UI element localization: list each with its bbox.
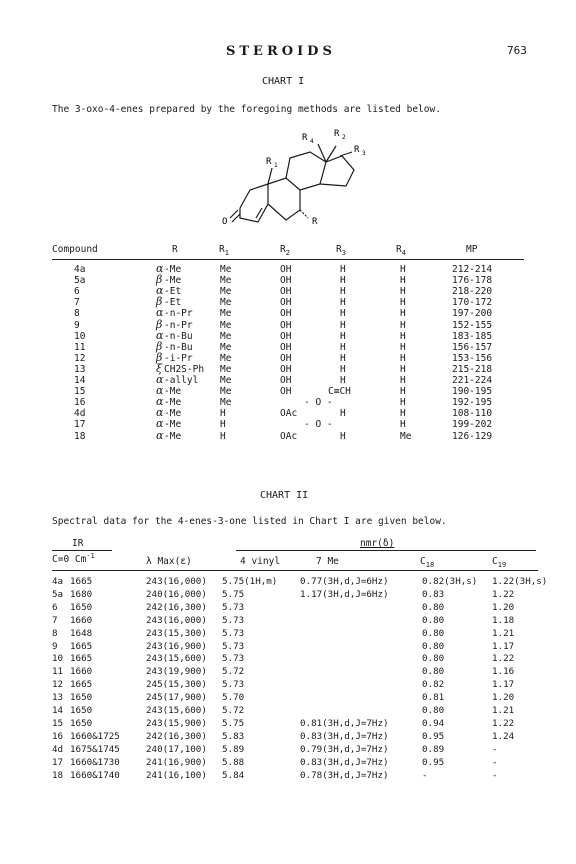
chart1-header-rule <box>52 259 524 260</box>
cell-uv: 243(15,300) <box>146 627 207 639</box>
svg-text:2: 2 <box>342 134 346 141</box>
cell-c19: 1.21 <box>492 705 515 716</box>
cell-r1: Me <box>220 275 232 287</box>
table-row <box>52 576 548 587</box>
cell-mp: 108-110 <box>452 408 493 420</box>
chart2-intro: Spectral data for the 4-enes-3-one listed in Chart I are given below. <box>52 516 447 527</box>
col-mp: MP <box>466 244 478 255</box>
steroid-structure-diagram <box>0 122 576 242</box>
svg-text:4: 4 <box>310 138 314 145</box>
cell-uv: 245(15,300) <box>146 679 207 691</box>
table-row <box>52 679 542 690</box>
cell-r-stereo: α <box>156 284 164 298</box>
cell-r3: H <box>340 352 346 364</box>
cell-r1: Me <box>220 397 232 409</box>
cell-r2-r3: - O - <box>304 397 333 409</box>
cell-compound: 5a <box>74 275 86 287</box>
cell-vinyl: 5.73 <box>222 601 245 613</box>
cell-r3: H <box>340 375 346 386</box>
table-row <box>52 628 542 639</box>
cell-r3: C≡CH <box>328 386 351 398</box>
cell-vinyl: 5.84 <box>222 769 245 781</box>
cell-uv: 243(15,600) <box>146 705 207 716</box>
table-row <box>52 297 532 308</box>
me7-header: 7 Me <box>316 556 339 567</box>
cell-r3: H <box>340 286 346 298</box>
cell-ir: 1650 <box>70 601 93 613</box>
cell-r4: H <box>400 297 406 309</box>
cell-uv: 243(15,900) <box>146 717 207 729</box>
cell-r2: OH <box>280 297 292 309</box>
cell-vinyl: 5.72 <box>222 666 245 678</box>
col-r1: $R_1$ <box>219 244 229 257</box>
cell-mp: 126-129 <box>452 430 493 442</box>
table-row <box>52 602 542 613</box>
cell-r: -Me <box>164 264 182 275</box>
cell-r: -Me <box>164 408 182 420</box>
cell-ir: 1650 <box>70 692 93 704</box>
cell-r3: H <box>340 341 346 353</box>
cell-mp: 199-202 <box>452 419 493 431</box>
cell-r: -Et <box>164 297 182 309</box>
cell-ir: 1648 <box>70 627 93 639</box>
cell-r2: OH <box>280 375 292 386</box>
cell-r3: H <box>340 297 346 309</box>
cell-compound: 8 <box>74 308 80 320</box>
cell-r1: Me <box>220 286 232 298</box>
cell-ir: 1665 <box>70 679 93 691</box>
table-row <box>52 317 532 331</box>
chart2-title: CHART II <box>260 490 309 501</box>
cell-compound: 15 <box>74 386 86 398</box>
cell-r-stereo: α <box>156 428 164 442</box>
chart1-title: CHART I <box>262 76 305 87</box>
cell-r1: Me <box>220 264 232 275</box>
cell-compound: 16 <box>52 730 64 742</box>
cell-c18: 0.80 <box>422 601 445 613</box>
cell-r4: H <box>400 375 406 386</box>
cell-r: -Me <box>164 397 182 409</box>
cell-r4: H <box>400 341 406 353</box>
cell-r-stereo: β <box>156 273 163 287</box>
cell-ir: 1660&1740 <box>70 769 120 781</box>
cell-r4: H <box>400 363 406 375</box>
cell-r4: H <box>400 408 406 420</box>
cell-r: -n-Pr <box>164 319 193 331</box>
table-row <box>52 339 532 353</box>
table-row <box>52 264 532 275</box>
cell-uv: 240(17,100) <box>146 743 207 755</box>
cell-c18: - <box>422 769 428 781</box>
cell-r2: OH <box>280 341 292 353</box>
cell-mp: 197-200 <box>452 308 493 320</box>
cell-compound: 12 <box>52 679 64 691</box>
cell-r: -i-Pr <box>164 352 193 364</box>
cell-mp: 170-172 <box>452 297 493 309</box>
cell-r3: H <box>340 308 346 320</box>
cell-r1: Me <box>220 363 232 375</box>
table-row <box>52 361 532 375</box>
table-row <box>52 757 542 768</box>
table-row <box>52 641 542 652</box>
col-r4: $R_4$ <box>396 244 406 257</box>
page-number: 763 <box>507 44 527 57</box>
nmr-header: nmr(δ) <box>360 538 395 549</box>
cell-c18: 0.82 <box>422 679 445 691</box>
cell-r1: Me <box>220 341 232 353</box>
ir-header: IR <box>72 538 84 549</box>
cell-uv: 243(15,600) <box>146 653 207 665</box>
cell-compound: 14 <box>52 705 64 716</box>
cell-7me: 0.78(3H,d,J=7Hz) <box>300 769 389 781</box>
cell-compound: 10 <box>74 330 86 342</box>
cell-c18: 0.89 <box>422 743 445 755</box>
cell-r3: H <box>340 330 346 342</box>
table-row <box>52 731 542 742</box>
vinyl-header: 4 vinyl <box>240 556 281 567</box>
cell-c18: 0.81 <box>422 692 445 704</box>
cell-compound: 16 <box>74 397 86 409</box>
cell-c18: 0.83 <box>422 588 445 600</box>
chart2-header-rule <box>52 570 538 571</box>
svg-text:3: 3 <box>362 150 366 157</box>
cell-uv: 241(16,900) <box>146 756 207 768</box>
cell-r: -Me <box>164 275 182 287</box>
cell-c19: 1.22(3H,s) <box>492 576 548 587</box>
cell-vinyl: 5.89 <box>222 743 245 755</box>
cell-r-stereo: α <box>156 373 164 386</box>
cell-ir: 1680 <box>70 588 93 600</box>
cell-r4: H <box>400 419 406 431</box>
cell-c19: 1.21 <box>492 627 515 639</box>
cell-compound: 14 <box>74 375 86 386</box>
cell-r3: H <box>340 319 346 331</box>
cell-compound: 5a <box>52 588 64 600</box>
ir-unit-header: C=0 $Cm^{-1}$ <box>52 552 95 566</box>
cell-r1: H <box>220 430 226 442</box>
c18-header: $C_{18}$ <box>420 556 435 569</box>
cell-r1: Me <box>220 386 232 398</box>
cell-vinyl: 5.73 <box>222 679 245 691</box>
cell-r2: OH <box>280 286 292 298</box>
cell-r2-r3: - O - <box>304 419 333 431</box>
cell-r2: OH <box>280 386 292 398</box>
cell-vinyl: 5.73 <box>222 627 245 639</box>
cell-ir: 1660&1730 <box>70 756 120 768</box>
cell-r: -Me <box>164 430 182 442</box>
table-row <box>52 350 532 364</box>
cell-uv: 242(16,300) <box>146 601 207 613</box>
cell-uv: 245(17,900) <box>146 692 207 704</box>
cell-vinyl: 5.73 <box>222 614 245 626</box>
cell-r: -Me <box>164 386 182 398</box>
cell-vinyl: 5.75 <box>222 588 245 600</box>
table-row <box>52 308 532 319</box>
cell-r-stereo: α <box>156 384 164 398</box>
cell-c18: 0.80 <box>422 653 445 665</box>
cell-r2: OH <box>280 264 292 275</box>
cell-vinyl: 5.75 <box>222 717 245 729</box>
cell-r2: OH <box>280 363 292 375</box>
cell-uv: 243(16,900) <box>146 640 207 652</box>
cell-r1: Me <box>220 297 232 309</box>
nmr-header-rule <box>236 550 536 551</box>
cell-r4: H <box>400 319 406 331</box>
cell-7me: 0.81(3H,d,J=7Hz) <box>300 717 389 729</box>
cell-compound: 11 <box>52 666 64 678</box>
table-row <box>52 428 532 442</box>
cell-c19: 1.20 <box>492 601 515 613</box>
cell-compound: 6 <box>74 286 80 298</box>
chart1-intro: The 3-oxo-4-enes prepared by the foregoing methods are listed below. <box>52 104 441 115</box>
cell-r1: Me <box>220 319 232 331</box>
cell-r3: H <box>340 363 346 375</box>
table-row <box>52 615 542 626</box>
cell-c18: 0.95 <box>422 730 445 742</box>
cell-c19: 1.22 <box>492 653 515 665</box>
cell-compound: 17 <box>52 756 64 768</box>
cell-r4: Me <box>400 430 412 442</box>
journal-title: STEROIDS <box>226 44 336 59</box>
cell-c19: 1.24 <box>492 730 515 742</box>
cell-c19: - <box>492 756 498 768</box>
table-row <box>52 375 532 386</box>
cell-mp: 190-195 <box>452 386 493 398</box>
cell-uv: 241(16,100) <box>146 769 207 781</box>
table-row <box>52 408 532 419</box>
table-row <box>52 589 542 600</box>
cell-r4: H <box>400 330 406 342</box>
cell-compound: 17 <box>74 419 86 431</box>
cell-compound: 7 <box>52 614 58 626</box>
cell-7me: 0.79(3H,d,J=7Hz) <box>300 743 389 755</box>
table-row <box>52 653 542 664</box>
col-r: R <box>172 244 178 255</box>
cell-ir: 1650 <box>70 717 93 729</box>
cell-r-stereo: ξ <box>156 361 163 375</box>
cell-r2: OH <box>280 352 292 364</box>
cell-r4: H <box>400 352 406 364</box>
cell-vinyl: 5.70 <box>222 692 245 704</box>
cell-r: -Me <box>164 419 182 431</box>
cell-r-stereo: α <box>156 306 164 320</box>
cell-r1: Me <box>220 352 232 364</box>
cell-c19: 1.18 <box>492 614 515 626</box>
cell-compound: 8 <box>52 627 58 639</box>
cell-r2: OH <box>280 319 292 331</box>
cell-mp: 156-157 <box>452 341 493 353</box>
cell-mp: 153-156 <box>452 352 493 364</box>
table-row <box>52 397 532 408</box>
cell-c19: 1.16 <box>492 666 515 678</box>
cell-ir: 1660&1725 <box>70 730 120 742</box>
cell-uv: 240(16,000) <box>146 588 207 600</box>
cell-c18: 0.95 <box>422 756 445 768</box>
cell-compound: 12 <box>74 352 86 364</box>
cell-c18: 0.82(3H,s) <box>422 576 478 587</box>
cell-r4: H <box>400 386 406 398</box>
cell-r4: H <box>400 286 406 298</box>
cell-mp: 221-224 <box>452 375 493 386</box>
cell-ir: 1660 <box>70 614 93 626</box>
cell-r-stereo: α <box>156 417 164 431</box>
cell-mp: 212-214 <box>452 264 493 275</box>
label-r2: R <box>334 129 340 139</box>
cell-ir: 1665 <box>70 576 93 587</box>
cell-c19: 1.22 <box>492 588 515 600</box>
uv-header: λ Max(ε) <box>146 556 192 567</box>
cell-r1: Me <box>220 308 232 320</box>
cell-compound: 9 <box>74 319 80 331</box>
cell-mp: 183-185 <box>452 330 493 342</box>
cell-c18: 0.80 <box>422 666 445 678</box>
label-r: R <box>312 217 318 227</box>
cell-mp: 218-220 <box>452 286 493 298</box>
table-row <box>52 705 542 716</box>
table-row <box>52 692 542 703</box>
cell-c18: 0.80 <box>422 640 445 652</box>
col-r2: $R_2$ <box>280 244 290 257</box>
cell-r2: OAc <box>280 430 298 442</box>
cell-c19: - <box>492 743 498 755</box>
cell-r1: H <box>220 408 226 420</box>
table-row <box>52 386 532 397</box>
cell-uv: 243(19,900) <box>146 666 207 678</box>
cell-ir: 1665 <box>70 653 93 665</box>
cell-mp: 152-155 <box>452 319 493 331</box>
label-oxo: O <box>222 217 228 227</box>
cell-r: -Et <box>164 286 182 298</box>
svg-text:1: 1 <box>274 162 278 169</box>
cell-r2: OH <box>280 275 292 287</box>
table-row <box>52 666 542 677</box>
cell-r3: H <box>340 430 346 442</box>
cell-r2: OAc <box>280 408 298 420</box>
c19-header: $C_{19}$ <box>492 556 507 569</box>
table-row <box>52 286 532 297</box>
cell-compound: 7 <box>74 297 80 309</box>
cell-r4: H <box>400 397 406 409</box>
cell-7me: 1.17(3H,d,J=6Hz) <box>300 588 389 600</box>
cell-vinyl: 5.83 <box>222 730 245 742</box>
cell-r4: H <box>400 264 406 275</box>
cell-r4: H <box>400 275 406 287</box>
cell-r2: OH <box>280 308 292 320</box>
cell-7me: 0.77(3H,d,J=6Hz) <box>300 576 389 587</box>
cell-mp: 192-195 <box>452 397 493 409</box>
cell-r3: H <box>340 275 346 287</box>
cell-r1: H <box>220 419 226 431</box>
cell-r-stereo: α <box>156 328 164 342</box>
cell-r: -allyl <box>164 375 199 386</box>
cell-mp: 176-178 <box>452 275 493 287</box>
cell-ir: 1660 <box>70 666 93 678</box>
table-row <box>52 744 542 755</box>
cell-r: CH2S-Ph <box>164 363 205 375</box>
cell-r2: OH <box>280 330 292 342</box>
cell-compound: 18 <box>74 430 86 442</box>
cell-c19: 1.20 <box>492 692 515 704</box>
cell-uv: 243(16,000) <box>146 576 207 587</box>
cell-compound: 11 <box>74 341 86 353</box>
label-r3: R <box>354 145 360 155</box>
cell-compound: 13 <box>74 363 86 375</box>
cell-r-stereo: β <box>156 295 163 309</box>
table-row <box>52 718 542 729</box>
cell-c19: 1.17 <box>492 679 515 691</box>
cell-compound: 13 <box>52 692 64 704</box>
cell-c18: 0.80 <box>422 705 445 716</box>
cell-vinyl: 5.72 <box>222 705 245 716</box>
cell-compound: 4d <box>52 743 64 755</box>
cell-7me: 0.83(3H,d,J=7Hz) <box>300 730 389 742</box>
cell-ir: 1665 <box>70 640 93 652</box>
cell-r3: H <box>340 408 346 420</box>
table-row <box>52 275 532 286</box>
cell-c18: 0.94 <box>422 717 445 729</box>
cell-compound: 10 <box>52 653 64 665</box>
cell-c19: 1.22 <box>492 717 515 729</box>
cell-compound: 18 <box>52 769 64 781</box>
cell-vinyl: 5.88 <box>222 756 245 768</box>
cell-r: -n-Bu <box>164 341 193 353</box>
cell-uv: 242(16,300) <box>146 730 207 742</box>
cell-compound: 4a <box>52 576 64 587</box>
table-row <box>52 328 532 342</box>
table-row <box>52 770 542 781</box>
cell-compound: 4d <box>74 408 86 420</box>
table-row <box>52 419 532 430</box>
cell-r-stereo: β <box>156 339 163 353</box>
cell-r-stereo: α <box>156 395 164 409</box>
cell-r: -n-Bu <box>164 330 193 342</box>
cell-compound: 15 <box>52 717 64 729</box>
cell-vinyl: 5.75(1H,m) <box>222 576 278 587</box>
cell-r-stereo: β <box>156 350 163 364</box>
cell-ir: 1650 <box>70 705 93 716</box>
cell-c18: 0.80 <box>422 614 445 626</box>
cell-compound: 4a <box>74 264 86 275</box>
cell-r1: Me <box>220 375 232 386</box>
cell-vinyl: 5.73 <box>222 653 245 665</box>
cell-r4: H <box>400 308 406 320</box>
label-r4: R <box>302 133 308 143</box>
col-r3: $R_3$ <box>336 244 346 257</box>
cell-uv: 243(16,000) <box>146 614 207 626</box>
cell-r1: Me <box>220 330 232 342</box>
cell-c19: - <box>492 769 498 781</box>
cell-c18: 0.80 <box>422 627 445 639</box>
label-r1: R <box>266 157 272 167</box>
cell-7me: 0.83(3H,d,J=7Hz) <box>300 756 389 768</box>
cell-ir: 1675&1745 <box>70 743 120 755</box>
cell-r-stereo: α <box>156 406 164 420</box>
cell-c19: 1.17 <box>492 640 515 652</box>
cell-compound: 9 <box>52 640 58 652</box>
ir-header-rule <box>52 550 112 551</box>
cell-r-stereo: α <box>156 262 164 275</box>
cell-compound: 6 <box>52 601 58 613</box>
cell-r-stereo: β <box>156 317 163 331</box>
cell-mp: 215-218 <box>452 363 493 375</box>
cell-vinyl: 5.73 <box>222 640 245 652</box>
cell-r3: H <box>340 264 346 275</box>
col-compound: Compound <box>52 244 98 255</box>
cell-r: -n-Pr <box>164 308 193 320</box>
